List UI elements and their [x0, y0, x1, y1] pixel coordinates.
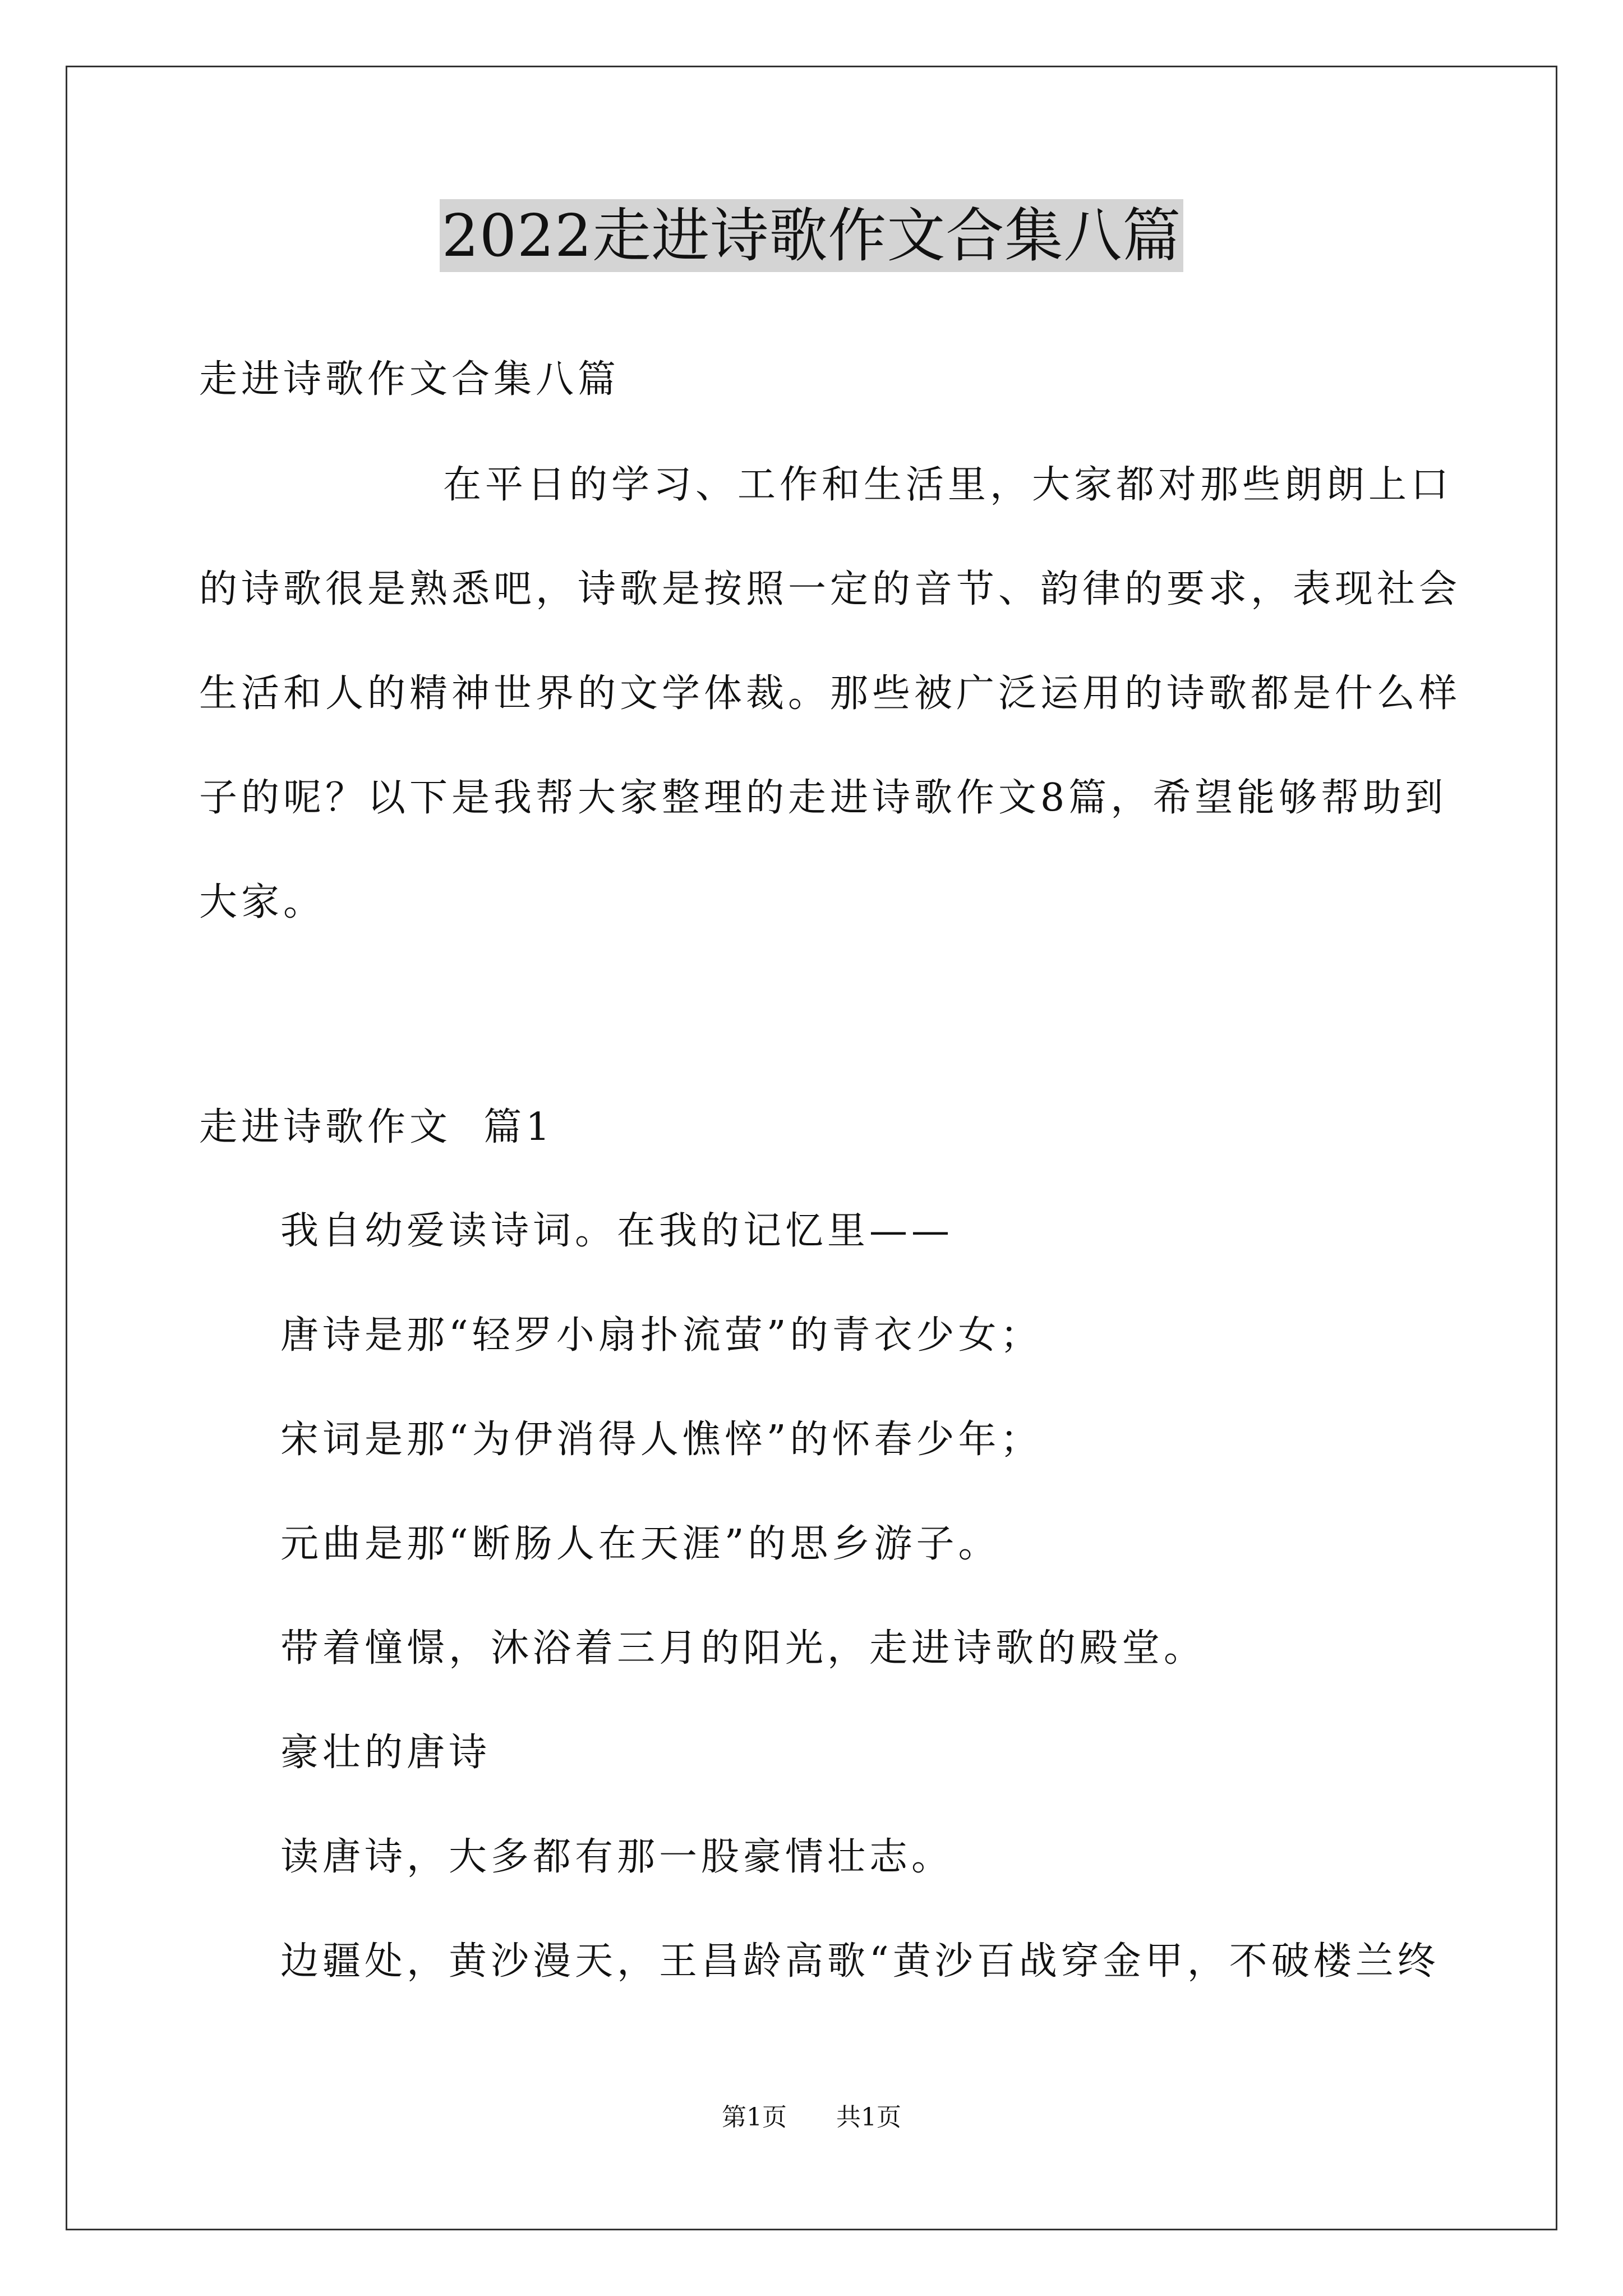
- body-line-2: 唐诗是那“轻罗小扇扑流萤”的青衣少女；: [280, 1313, 1043, 1358]
- body-line-1: 我自幼爱读诗词。在我的记忆里——: [280, 1209, 954, 1253]
- body-line-6: 豪壮的唐诗: [280, 1731, 491, 1775]
- intro-line-2: 的诗歌很是熟悉吧，诗歌是按照一定的音节、韵律的要求，表现社会: [199, 567, 1461, 611]
- title-container: [0, 199, 1623, 272]
- intro-line-3: 生活和人的精神世界的文学体裁。那些被广泛运用的诗歌都是什么样: [199, 671, 1461, 716]
- body-line-4: 元曲是那“断肠人在天涯”的思乡游子。: [280, 1522, 1000, 1566]
- page-footer: 第1页 共1页: [722, 2103, 901, 2132]
- document-title: 2022走进诗歌作文合集八篇: [440, 199, 1184, 272]
- body-line-8: 边疆处，黄沙漫天，王昌龄高歌“黄沙百战穿金甲，不破楼兰终: [280, 1939, 1440, 1984]
- body-line-3: 宋词是那“为伊消得人憔悴”的怀春少年；: [280, 1418, 1043, 1462]
- intro-line-4: 子的呢？以下是我帮大家整理的走进诗歌作文8篇，希望能够帮助到: [199, 776, 1447, 820]
- section-heading: 走进诗歌作文 篇1: [199, 1105, 554, 1149]
- document-subtitle: 走进诗歌作文合集八篇: [199, 357, 620, 402]
- body-line-5: 带着憧憬，沐浴着三月的阳光，走进诗歌的殿堂。: [280, 1626, 1206, 1671]
- intro-line-1: 在平日的学习、工作和生活里，大家都对那些朗朗上口: [443, 463, 1453, 507]
- body-line-7: 读唐诗，大多都有那一股豪情壮志。: [280, 1835, 954, 1879]
- intro-line-5: 大家。: [199, 880, 326, 924]
